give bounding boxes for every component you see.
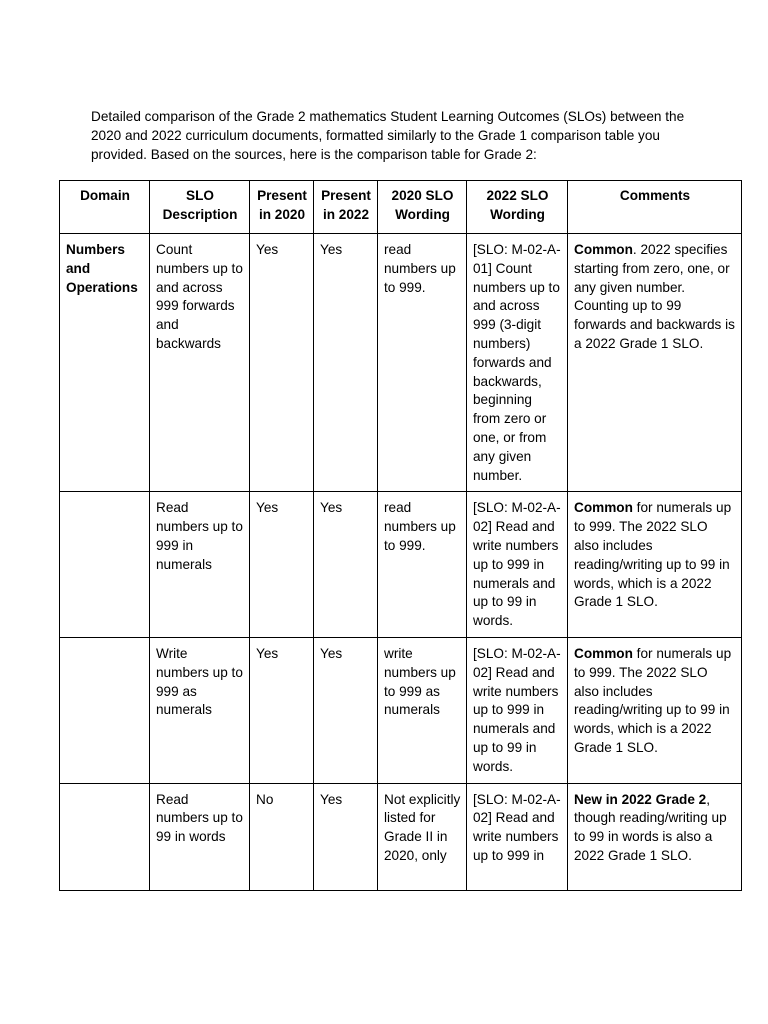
- cell-2022-wording: [SLO: M-02-A-01] Count numbers up to and across 999 (3-digit numbers) forwards and backwards, beginning from zero or one, or from any given number.: [467, 234, 568, 492]
- cell-slo-description: Write numbers up to 999 as numerals: [150, 637, 250, 783]
- table-header-row: [60, 181, 742, 234]
- table-row: [60, 637, 742, 783]
- header-comments: Comments: [568, 181, 742, 234]
- cell-comments: [568, 492, 742, 638]
- cell-present-2020-text: No: [256, 791, 274, 807]
- cell-comments: [568, 783, 742, 890]
- cell-present-2020: [250, 783, 314, 890]
- header-slo-description: SLO Description: [150, 181, 250, 234]
- cell-slo-description-text: Read numbers up to 99 in words: [156, 791, 243, 845]
- cell-2022-wording-text: [SLO: M-02-A-02] Read and write numbers up to 999 in: [473, 791, 561, 863]
- comment-emphasis: Common: [574, 500, 633, 516]
- cell-slo-description: Count numbers up to and across 999 forwards and backwards: [150, 234, 250, 492]
- cell-domain: [60, 783, 150, 890]
- cell-domain: [60, 637, 150, 783]
- header-2020-wording: 2020 SLO Wording: [378, 181, 467, 234]
- cell-2020-wording: [378, 783, 467, 890]
- cell-2022-wording: [SLO: M-02-A-02] Read and write numbers up to 999 in numerals and up to 99 in words.: [467, 637, 568, 783]
- cell-domain-text: [66, 791, 144, 884]
- comment-emphasis: Common: [574, 242, 633, 257]
- cell-comments: [568, 637, 742, 783]
- comment-emphasis: New in 2022 Grade 2: [574, 791, 707, 807]
- header-domain: Domain: [60, 181, 150, 234]
- comment-text: for numerals up to 999. The 2022 SLO also includes reading/writing up to 99 in words, which is a 2022 Grade 1 SLO.: [574, 500, 732, 610]
- cell-comments-text: [574, 791, 736, 884]
- comment-emphasis: Common: [574, 645, 633, 661]
- cell-2020-wording: write numbers up to 999 as numerals: [378, 637, 467, 783]
- cell-comments: [568, 234, 742, 492]
- cell-present-2022: Yes: [314, 234, 378, 492]
- cell-present-2022: Yes: [314, 492, 378, 638]
- cell-2020-wording: read numbers up to 999.: [378, 492, 467, 638]
- comment-text: for numerals up to 999. The 2022 SLO also includes reading/writing up to 99 in words, which is a 2022 Grade 1 SLO.: [574, 645, 732, 755]
- cell-domain: Numbers and Operations: [60, 234, 150, 492]
- cell-present-2022-text: Yes: [320, 791, 343, 807]
- cell-2022-wording: [467, 783, 568, 890]
- cell-present-2020: Yes: [250, 492, 314, 638]
- cell-present-2022: [314, 783, 378, 890]
- header-present-2022: Present in 2022: [314, 181, 378, 234]
- table-row: [60, 234, 742, 492]
- cell-present-2022: Yes: [314, 637, 378, 783]
- header-present-2020: Present in 2020: [250, 181, 314, 234]
- comparison-table: [59, 180, 742, 891]
- cell-2020-wording: read numbers up to 999.: [378, 234, 467, 492]
- cell-present-2020: Yes: [250, 637, 314, 783]
- intro-paragraph: Detailed comparison of the Grade 2 mathematics Student Learning Outcomes (SLOs) between the 2020 and 2022 curriculum documents, formatted similarly to the Grade 1 comparison table you provided. Based on the sources, here is the comparison table for Grade 2:: [91, 109, 685, 162]
- cell-present-2020: Yes: [250, 234, 314, 492]
- cell-2022-wording: [SLO: M-02-A-02] Read and write numbers up to 999 in numerals and up to 99 in words.: [467, 492, 568, 638]
- cell-slo-description: Read numbers up to 999 in numerals: [150, 492, 250, 638]
- header-2022-wording: 2022 SLO Wording: [467, 181, 568, 234]
- comment-text: , though reading/writing up to 99 in words is also a 2022 Grade 1 SLO.: [574, 791, 727, 863]
- cell-domain: [60, 492, 150, 638]
- cell-2020-wording-text: Not explicitly listed for Grade II in 2020, only: [384, 791, 461, 863]
- cell-slo-description: [150, 783, 250, 890]
- table-row: [60, 783, 742, 890]
- table-row: [60, 492, 742, 638]
- comment-text: . 2022 specifies starting from zero, one, or any given number. Counting up to 99 forwards and backwards is a 2022 Grade 1 SLO.: [574, 242, 735, 351]
